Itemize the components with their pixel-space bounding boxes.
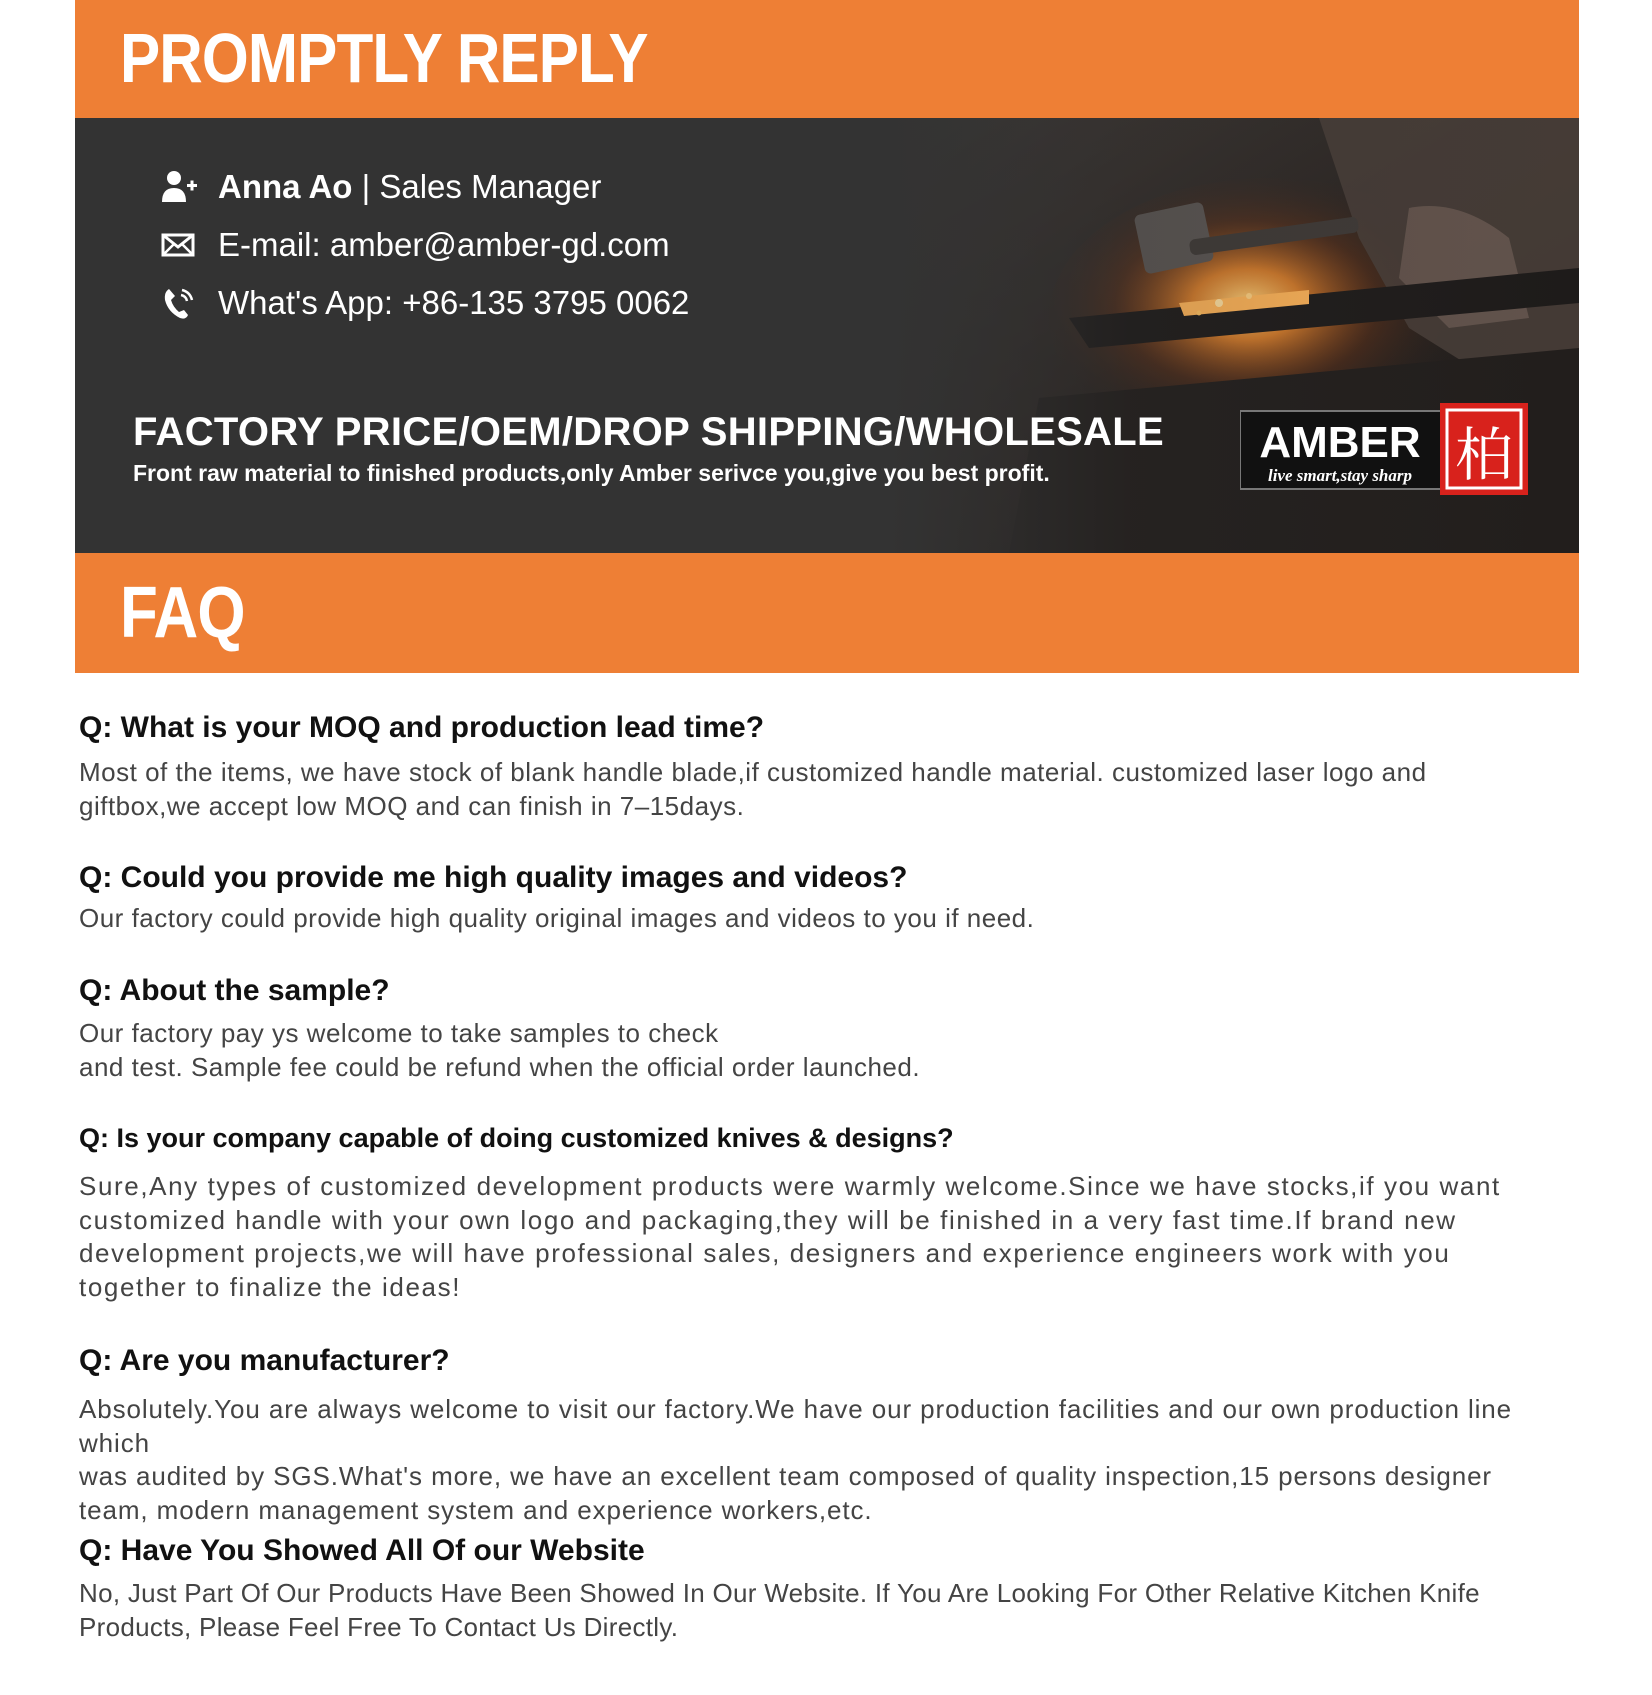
add-user-icon xyxy=(160,168,198,206)
faq-question: Q: Have You Showed All Of our Website xyxy=(79,1534,645,1567)
faq-answer xyxy=(79,1393,1569,1527)
brand-slogan: live smart,stay sharp xyxy=(1267,466,1413,485)
name-separator: | xyxy=(352,168,380,205)
faq-item xyxy=(79,973,1569,1084)
phone-icon xyxy=(160,284,198,322)
faq-answer-line: team, modern management system and experience workers,etc. xyxy=(79,1494,873,1525)
contact-whatsapp-row xyxy=(160,284,689,322)
faq-answer-line: Absolutely.You are always welcome to visit our factory.We have our production facilities and our own production line which xyxy=(79,1394,1513,1458)
faq-answer-line: Most of the items, we have stock of blank handle blade,if customized handle material. customized laser logo and xyxy=(79,757,1427,787)
faq-title: FAQ xyxy=(120,573,245,653)
faq-item xyxy=(79,1533,1569,1644)
faq-answer xyxy=(79,1017,1569,1084)
tagline-main: FACTORY PRICE/OEM/DROP SHIPPING/WHOLESALE xyxy=(133,410,1164,454)
faq-banner xyxy=(75,553,1579,673)
faq-answer-line: Sure,Any types of customized development products were warmly welcome.Since we have stocks,if you want xyxy=(79,1171,1501,1201)
faq-item xyxy=(79,710,1569,823)
contact-email-row xyxy=(160,226,670,264)
faq-answer-line: and test. Sample fee could be refund when the official order launched. xyxy=(79,1051,921,1082)
faq-question: Q: Could you provide me high quality images and videos? xyxy=(79,861,908,894)
faq-answer-line: development projects,we will have professional sales, designers and experience engineers work with you xyxy=(79,1238,1451,1268)
faq-answer-line: Our factory pay ys welcome to take samples to check xyxy=(79,1018,719,1048)
faq-item xyxy=(79,1343,1569,1527)
faq-item xyxy=(79,860,1569,936)
promptly-reply-banner xyxy=(75,0,1579,118)
contact-panel xyxy=(75,118,1579,553)
faq-answer xyxy=(79,1170,1569,1304)
contact-whatsapp[interactable]: What's App: +86-135 3795 0062 xyxy=(218,284,690,321)
faq-answer-line: together to finalize the ideas! xyxy=(79,1271,462,1302)
faq-answer-line: was audited by SGS.What's more, we have an excellent team composed of quality inspection,15 persons designer xyxy=(79,1461,1492,1491)
contact-role: Sales Manager xyxy=(379,168,602,205)
faq-question: Q: Is your company capable of doing customized knives & designs? xyxy=(79,1123,954,1153)
contact-email[interactable]: E-mail: amber@amber-gd.com xyxy=(218,226,670,263)
amber-brand-logo xyxy=(1240,401,1530,497)
faq-question: Q: What is your MOQ and production lead time? xyxy=(79,711,765,744)
faq-question: Q: Are you manufacturer? xyxy=(79,1344,450,1377)
contact-name-row xyxy=(160,168,601,206)
faq-answer xyxy=(79,902,1569,936)
faq-answer-line: giftbox,we accept low MOQ and can finish in 7–15days. xyxy=(79,790,745,821)
faq-item xyxy=(79,1120,1569,1304)
faq-answer-line: Products, Please Feel Free To Contact Us Directly. xyxy=(79,1611,679,1642)
faq-answer xyxy=(79,756,1569,823)
promptly-reply-title: PROMPTLY REPLY xyxy=(120,19,648,97)
faq-question: Q: About the sample? xyxy=(79,974,390,1007)
envelope-icon xyxy=(160,226,198,264)
brand-seal-char: 柏 xyxy=(1454,421,1514,489)
faq-answer-line: customized handle with your own logo and packaging,they will be finished in a very fast time.If brand new xyxy=(79,1204,1457,1235)
contact-name: Anna Ao xyxy=(218,168,353,205)
faq-answer-line: Our factory could provide high quality original images and videos to you if need. xyxy=(79,903,1035,933)
faq-answer xyxy=(79,1577,1569,1644)
faq-answer-line: No, Just Part Of Our Products Have Been Showed In Our Website. If You Are Looking For Other Relative Kitchen Knife xyxy=(79,1578,1480,1608)
tagline-sub: Front raw material to finished products,only Amber serivce you,give you best profit. xyxy=(133,460,1050,486)
brand-name: AMBER xyxy=(1259,418,1421,467)
